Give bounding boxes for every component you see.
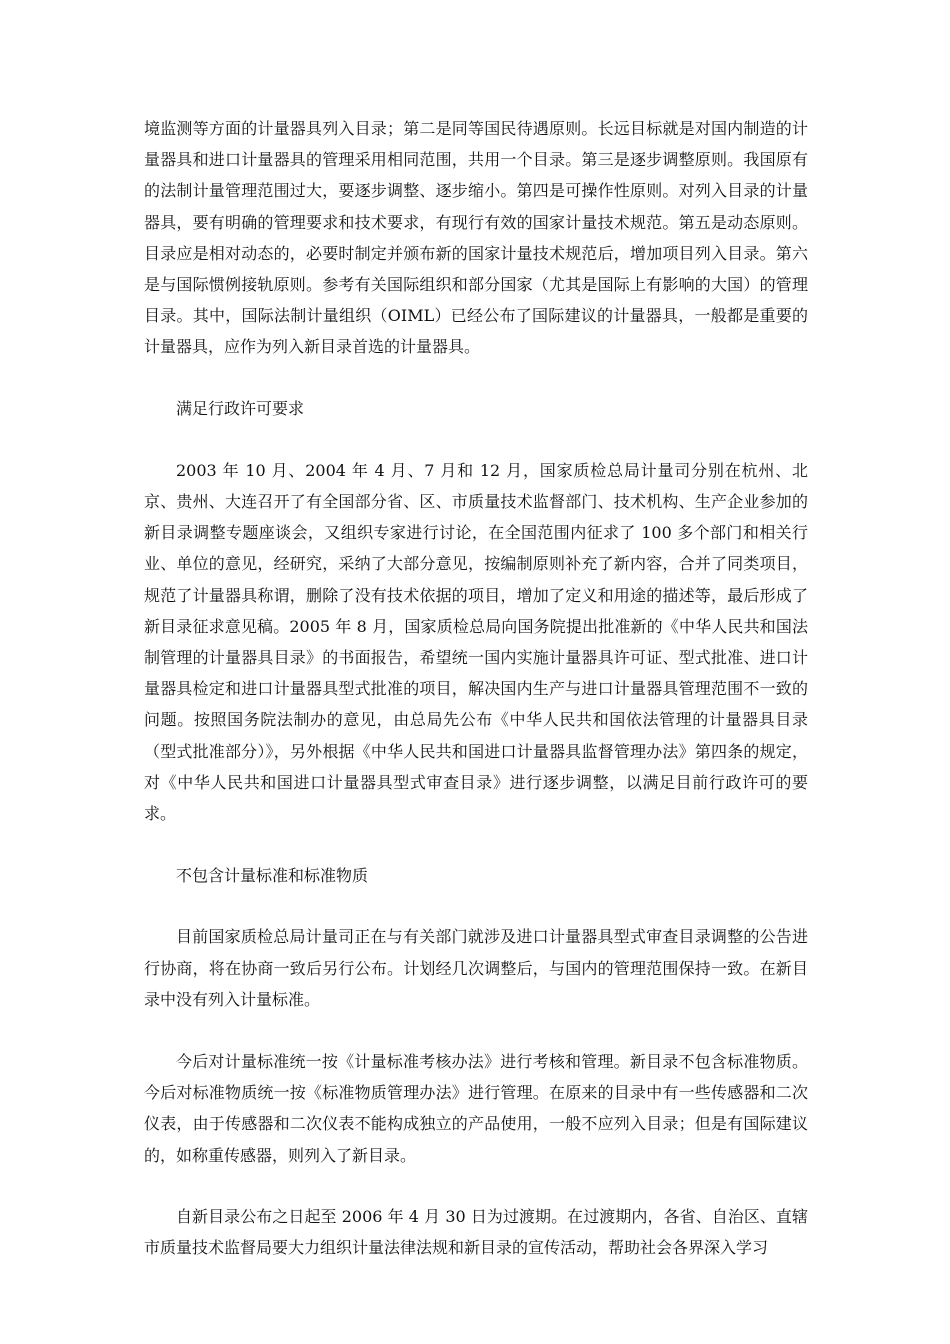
heading-admin-permit: 满足行政许可要求: [176, 398, 305, 418]
paragraph-consultation: 目前国家质检总局计量司正在与有关部门就涉及进口计量器具型式审查目录调整的公告进行协商，将在协商一致后另行公布。计划经几次调整后，与国内的管理范围保持一致。在新目录中没有列入计量标准。: [144, 927, 808, 1009]
paragraph-meetings: 2003 年 10 月、2004 年 4 月、7 月和 12 月，国家质检总局计量司分别在杭州、北京、贵州、大连召开了有全国部分省、区、市质量技术监督部门、技术机构、生产企业参加的新目录调整专题座谈会，又组织专家进行讨论，在全国范围内征求了 100 多个部门和相关行业、单位的意见，经研究，采纳了大部分意见，按编制原则补充了新内容，合并了同类项目，规范了计量器具称谓，删除了没有技术依据的项目，增加了定义和用途的描述等，最后形成了新目录征求意见稿。2005 年 8 月，国家质检总局向国务院提出批准新的《中华人民共和国法制管理的计量器具目录》的书面报告，希望统一国内实施计量器具许可证、型式批准、进口计量器具检定和进口计量器具型式批准的项目，解决国内生产与进口计量器具管理范围不一致的问题。按照国务院法制办的意见，由总局先公布《中华人民共和国依法管理的计量器具目录（型式批准部分）》，另外根据《中华人民共和国进口计量器具监督管理办法》第四条的规定，对《中华人民共和国进口计量器具型式审查目录》进行逐步调整，以满足目前行政许可的要求。: [144, 460, 808, 824]
document-page: [144, 113, 808, 1263]
paragraph-principles: 境监测等方面的计量器具列入目录；第二是同等国民待遇原则。长远目标就是对国内制造的计量器具和进口计量器具的管理采用相同范围，共用一个目录。第三是逐步调整原则。我国原有的法制计量管理范围过大，要逐步调整、逐步缩小。第四是可操作性原则。对列入目录的计量器具，要有明确的管理要求和技术要求，有现行有效的国家计量技术规范。第五是动态原则。目录应是相对动态的，必要时制定并颁布新的国家计量技术规范后，增加项目列入目录。第六是与国际惯例接轨原则。参考有关国际组织和部分国家（尤其是国际上有影响的大国）的管理目录。其中，国际法制计量组织（OIML）已经公布了国际建议的计量器具，一般都是重要的计量器具，应作为列入新目录首选的计量器具。: [144, 119, 808, 357]
paragraph-standards-management: 今后对计量标准统一按《计量标准考核办法》进行考核和管理。新目录不包含标准物质。今后对标准物质统一按《标准物质管理办法》进行管理。在原来的目录中有一些传感器和二次仪表，由于传感器和二次仪表不能构成独立的产品使用，一般不应列入目录；但是有国际建议的，如称重传感器，则列入了新目录。: [144, 1052, 808, 1165]
heading-standards: 不包含计量标准和标准物质: [176, 866, 369, 886]
paragraph-transition: 自新目录公布之日起至 2006 年 4 月 30 日为过渡期。在过渡期内，各省、自治区、直辖市质量技术监督局要大力组织计量法律法规和新目录的宣传活动，帮助社会各界深入学习: [144, 1206, 808, 1258]
